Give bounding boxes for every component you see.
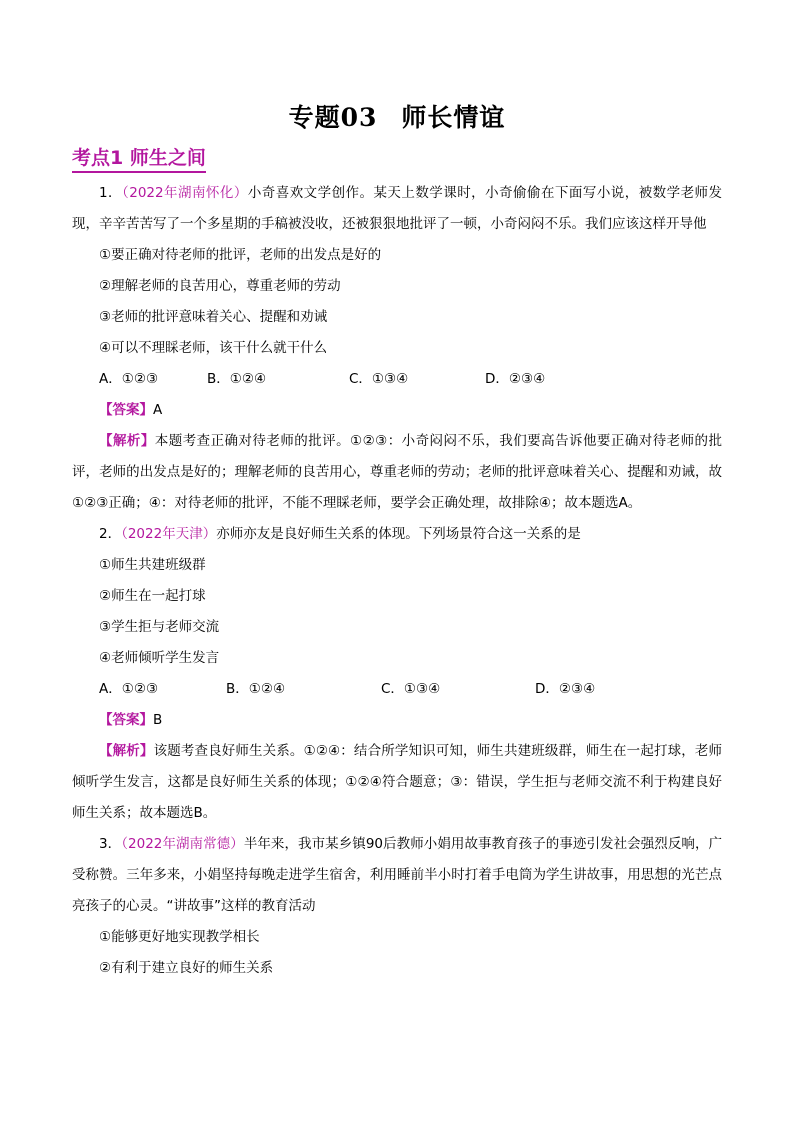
statement-item: ①要正确对待老师的批评，老师的出发点是好的 [99, 247, 382, 263]
analysis-tag: 【解析】 [99, 433, 155, 449]
choice-row [72, 674, 722, 705]
statement-item: ①能够更好地实现教学相长 [99, 929, 260, 945]
statement-item: ④可以不理睬老师，该干什么就干什么 [99, 340, 328, 356]
statement-item: ②有利于建立良好的师生关系 [99, 960, 274, 976]
statement-item: ③学生拒与老师交流 [99, 619, 220, 635]
answer-tag: 【答案】 [99, 712, 153, 728]
choice-d: D．②③④ [485, 371, 546, 387]
analysis-text: 该题考查良好师生关系。①②④：结合所学知识可知，师生共建班级群，师生在一起打球，老师倾听学生发言，这都是良好师生关系的体现；①②④符合题意；③：错误，学生拒与老师交流不利于构建良好师生关系；故本题选B。 [72, 743, 723, 821]
answer-line [72, 395, 722, 426]
question-number: 1． [99, 185, 123, 201]
question-source: （2022年湖南常德） [121, 836, 244, 852]
statement-item: ③老师的批评意味着关心、提醒和劝诫 [99, 309, 328, 325]
choice-b: B．①②④ [207, 371, 267, 387]
answer-value: A [153, 402, 163, 418]
answer-line [72, 705, 722, 736]
question-source: （2022年湖南怀化） [122, 185, 248, 201]
title-topic-name: 师长情谊 [401, 103, 506, 132]
content-body [72, 178, 722, 984]
choice-a: A．①②③ [99, 371, 159, 387]
choice-row [72, 364, 722, 395]
section-heading: 考点1 师生之间 [72, 143, 206, 173]
choice-c: C．①③④ [349, 371, 409, 387]
question-text: 小奇喜欢文学创作。某天上数学课时，小奇偷偷在下面写小说，被数学老师发现，辛辛苦苦写了一个多星期的手稿被没收，还被狠狠地批评了一顿，小奇闷闷不乐。我们应该这样开导他 [72, 185, 723, 232]
question-text: 半年来，我市某乡镇90后教师小娟用故事教育孩子的事迹引发社会强烈反响，广受称赞。三年多来，小娟坚持每晚走进学生宿舍，利用睡前半小时打着手电筒为学生讲故事，用思想的光芒点亮孩子的心灵。“讲故事”这样的教育活动 [72, 836, 723, 914]
question-1-stem [72, 178, 722, 240]
choice-d: D．②③④ [535, 681, 596, 697]
statement-item: ②理解老师的良苦用心，尊重老师的劳动 [99, 278, 341, 294]
choice-c: C．①③④ [381, 681, 441, 697]
question-source: （2022年天津） [121, 526, 217, 542]
statement-item: ①师生共建班级群 [99, 557, 206, 573]
analysis-paragraph [72, 426, 722, 519]
page-title [0, 98, 794, 134]
analysis-text: 本题考查正确对待老师的批评。①②③：小奇闷闷不乐，我们要高告诉他要正确对待老师的批评，老师的出发点是好的；理解老师的良苦用心，尊重老师的劳动；老师的批评意味着关心、提醒和劝诫，故①②③正确；④：对待老师的批评，不能不理睬老师，要学会正确处理，故排除④；故本题选A。 [72, 433, 723, 511]
choice-b: B．①②④ [226, 681, 286, 697]
question-number: 3． [99, 836, 122, 852]
answer-tag: 【答案】 [99, 402, 153, 418]
question-3-stem [72, 829, 722, 922]
answer-value: B [153, 712, 163, 728]
title-topic-number: 专题03 [288, 103, 378, 132]
choice-a: A．①②③ [99, 681, 159, 697]
statement-item: ②师生在一起打球 [99, 588, 206, 604]
analysis-tag: 【解析】 [99, 743, 154, 759]
question-text: 亦师亦友是良好师生关系的体现。下列场景符合这一关系的是 [216, 526, 581, 542]
analysis-paragraph [72, 736, 722, 829]
question-2-stem [72, 519, 722, 550]
statement-item: ④老师倾听学生发言 [99, 650, 220, 666]
question-number: 2． [99, 526, 122, 542]
